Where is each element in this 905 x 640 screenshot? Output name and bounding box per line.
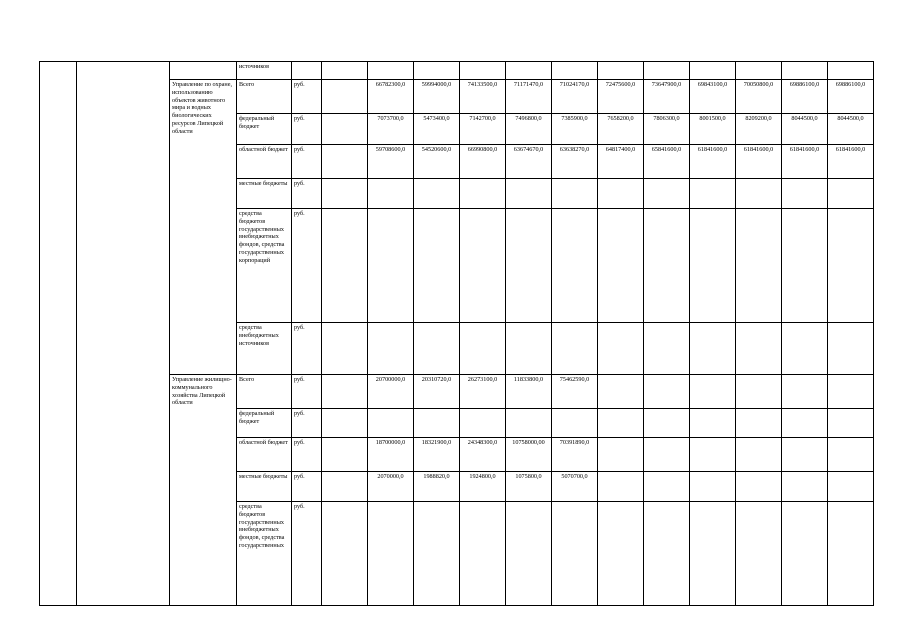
value-cell	[782, 323, 828, 375]
value-cell: 20700000,0	[368, 375, 414, 409]
value-cell	[644, 209, 690, 323]
value-cell: 7496800,0	[506, 114, 552, 145]
value-cell	[828, 502, 874, 606]
value-cell: 66990800,0	[460, 145, 506, 179]
value-cell	[368, 409, 414, 438]
value-cell: 75462590,0	[552, 375, 598, 409]
value-cell	[322, 114, 368, 145]
source-cell: источников	[237, 62, 292, 80]
source-cell: Всего	[237, 375, 292, 409]
value-cell: 26273100,0	[460, 375, 506, 409]
value-cell	[598, 472, 644, 502]
value-cell	[506, 179, 552, 209]
value-cell: 1988820,0	[414, 472, 460, 502]
value-cell: 1924800,0	[460, 472, 506, 502]
value-cell	[414, 323, 460, 375]
value-cell	[644, 409, 690, 438]
value-cell	[506, 62, 552, 80]
value-cell	[644, 62, 690, 80]
source-cell: местные бюджеты	[237, 179, 292, 209]
value-cell	[322, 62, 368, 80]
value-cell	[690, 502, 736, 606]
value-cell: 69886100,0	[828, 80, 874, 114]
source-cell: областной бюджет	[237, 145, 292, 179]
value-cell: 11833800,0	[506, 375, 552, 409]
value-cell	[598, 323, 644, 375]
value-cell	[322, 323, 368, 375]
value-cell: 5473400,0	[414, 114, 460, 145]
value-cell: 69843100,0	[690, 80, 736, 114]
value-cell: 59994000,0	[414, 80, 460, 114]
value-cell	[460, 409, 506, 438]
value-cell: 61841600,0	[828, 145, 874, 179]
source-cell: федеральный бюджет	[237, 409, 292, 438]
source-cell: Всего	[237, 80, 292, 114]
value-cell: 72475600,0	[598, 80, 644, 114]
value-cell: 7073700,0	[368, 114, 414, 145]
value-cell: 20310720,0	[414, 375, 460, 409]
unit-cell: руб.	[292, 114, 322, 145]
value-cell	[782, 438, 828, 472]
value-cell	[460, 62, 506, 80]
value-cell	[552, 502, 598, 606]
budget-table	[39, 61, 874, 606]
value-cell: 61841600,0	[690, 145, 736, 179]
value-cell	[460, 323, 506, 375]
empty-merged-cell	[40, 62, 77, 606]
unit-cell: руб.	[292, 145, 322, 179]
value-cell: 7142700,0	[460, 114, 506, 145]
value-cell	[736, 472, 782, 502]
value-cell	[736, 409, 782, 438]
value-cell	[322, 179, 368, 209]
value-cell	[598, 375, 644, 409]
value-cell	[552, 179, 598, 209]
value-cell	[644, 502, 690, 606]
value-cell	[322, 472, 368, 502]
value-cell	[552, 209, 598, 323]
value-cell: 61841600,0	[782, 145, 828, 179]
unit-cell: руб.	[292, 80, 322, 114]
value-cell: 74133500,0	[460, 80, 506, 114]
value-cell	[506, 323, 552, 375]
value-cell	[782, 179, 828, 209]
unit-cell: руб.	[292, 472, 322, 502]
source-cell: средства бюджетов государственных внебюджетных фондов, средства государственных корпораций	[237, 209, 292, 323]
value-cell	[736, 502, 782, 606]
value-cell: 64817400,0	[598, 145, 644, 179]
value-cell	[506, 502, 552, 606]
value-cell: 63638270,0	[552, 145, 598, 179]
value-cell	[368, 209, 414, 323]
unit-cell: руб.	[292, 179, 322, 209]
value-cell: 8209200,0	[736, 114, 782, 145]
value-cell	[506, 209, 552, 323]
unit-cell: руб.	[292, 323, 322, 375]
value-cell	[690, 409, 736, 438]
value-cell	[414, 409, 460, 438]
value-cell: 24348300,0	[460, 438, 506, 472]
value-cell	[690, 375, 736, 409]
value-cell	[736, 209, 782, 323]
value-cell	[644, 438, 690, 472]
value-cell	[552, 62, 598, 80]
value-cell: 2070000,0	[368, 472, 414, 502]
value-cell	[736, 438, 782, 472]
value-cell: 65841600,0	[644, 145, 690, 179]
value-cell: 8001500,0	[690, 114, 736, 145]
value-cell	[828, 323, 874, 375]
executor-cell	[170, 62, 237, 80]
source-cell: средства бюджетов государственных внебюджетных фондов, средства государственных	[237, 502, 292, 606]
value-cell	[598, 438, 644, 472]
value-cell	[690, 209, 736, 323]
unit-cell: руб.	[292, 209, 322, 323]
value-cell	[736, 375, 782, 409]
value-cell	[828, 375, 874, 409]
unit-cell	[292, 62, 322, 80]
value-cell	[322, 409, 368, 438]
value-cell	[598, 502, 644, 606]
value-cell: 61841600,0	[736, 145, 782, 179]
value-cell: 1075800,0	[506, 472, 552, 502]
value-cell	[690, 179, 736, 209]
value-cell	[828, 209, 874, 323]
value-cell	[414, 502, 460, 606]
value-cell	[690, 438, 736, 472]
executor-cell: Управление жилищно-коммунального хозяйства Липецкой области	[170, 375, 237, 606]
table-body	[40, 62, 874, 606]
unit-cell: руб.	[292, 438, 322, 472]
value-cell	[414, 209, 460, 323]
value-cell: 18700000,0	[368, 438, 414, 472]
value-cell: 66782300,0	[368, 80, 414, 114]
value-cell: 5070700,0	[552, 472, 598, 502]
value-cell: 54520600,0	[414, 145, 460, 179]
value-cell	[828, 472, 874, 502]
unit-cell: руб.	[292, 409, 322, 438]
value-cell	[782, 209, 828, 323]
source-cell: местные бюджеты	[237, 472, 292, 502]
value-cell	[368, 323, 414, 375]
value-cell	[736, 323, 782, 375]
value-cell: 73647900,0	[644, 80, 690, 114]
value-cell	[460, 179, 506, 209]
value-cell	[322, 438, 368, 472]
value-cell	[322, 375, 368, 409]
source-cell: областной бюджет	[237, 438, 292, 472]
unit-cell: руб.	[292, 502, 322, 606]
value-cell	[828, 62, 874, 80]
value-cell	[414, 179, 460, 209]
value-cell	[368, 502, 414, 606]
value-cell: 7385900,0	[552, 114, 598, 145]
value-cell: 71024170,0	[552, 80, 598, 114]
value-cell	[368, 62, 414, 80]
value-cell	[598, 209, 644, 323]
value-cell	[782, 472, 828, 502]
value-cell	[368, 179, 414, 209]
value-cell	[828, 409, 874, 438]
value-cell	[598, 179, 644, 209]
table-row	[40, 62, 874, 80]
empty-merged-cell	[77, 62, 170, 606]
value-cell	[552, 323, 598, 375]
value-cell: 63674670,0	[506, 145, 552, 179]
value-cell	[690, 472, 736, 502]
value-cell	[690, 323, 736, 375]
value-cell: 18321900,0	[414, 438, 460, 472]
value-cell	[690, 62, 736, 80]
value-cell	[736, 179, 782, 209]
value-cell: 7806300,0	[644, 114, 690, 145]
value-cell	[460, 209, 506, 323]
source-cell: федеральный бюджет	[237, 114, 292, 145]
value-cell: 8044500,0	[828, 114, 874, 145]
value-cell	[414, 62, 460, 80]
value-cell: 59708600,0	[368, 145, 414, 179]
value-cell	[828, 438, 874, 472]
value-cell	[782, 375, 828, 409]
value-cell	[598, 62, 644, 80]
value-cell: 70050800,0	[736, 80, 782, 114]
executor-cell: Управление по охране, использованию объектов животного мира и водных биологических ресурсов Липецкой области	[170, 80, 237, 375]
value-cell	[644, 179, 690, 209]
value-cell: 69886100,0	[782, 80, 828, 114]
value-cell	[322, 502, 368, 606]
value-cell	[322, 209, 368, 323]
value-cell	[598, 409, 644, 438]
value-cell	[644, 323, 690, 375]
value-cell: 7658200,0	[598, 114, 644, 145]
value-cell: 8044500,0	[782, 114, 828, 145]
value-cell: 70391890,0	[552, 438, 598, 472]
value-cell	[736, 62, 782, 80]
value-cell	[506, 409, 552, 438]
value-cell	[460, 502, 506, 606]
value-cell: 71171470,0	[506, 80, 552, 114]
unit-cell: руб.	[292, 375, 322, 409]
value-cell	[828, 179, 874, 209]
value-cell: 10758000,00	[506, 438, 552, 472]
source-cell: средства внебюджетных источников	[237, 323, 292, 375]
value-cell	[322, 145, 368, 179]
value-cell	[644, 375, 690, 409]
value-cell	[782, 62, 828, 80]
value-cell	[322, 80, 368, 114]
value-cell	[782, 502, 828, 606]
value-cell	[552, 409, 598, 438]
value-cell	[782, 409, 828, 438]
value-cell	[644, 472, 690, 502]
